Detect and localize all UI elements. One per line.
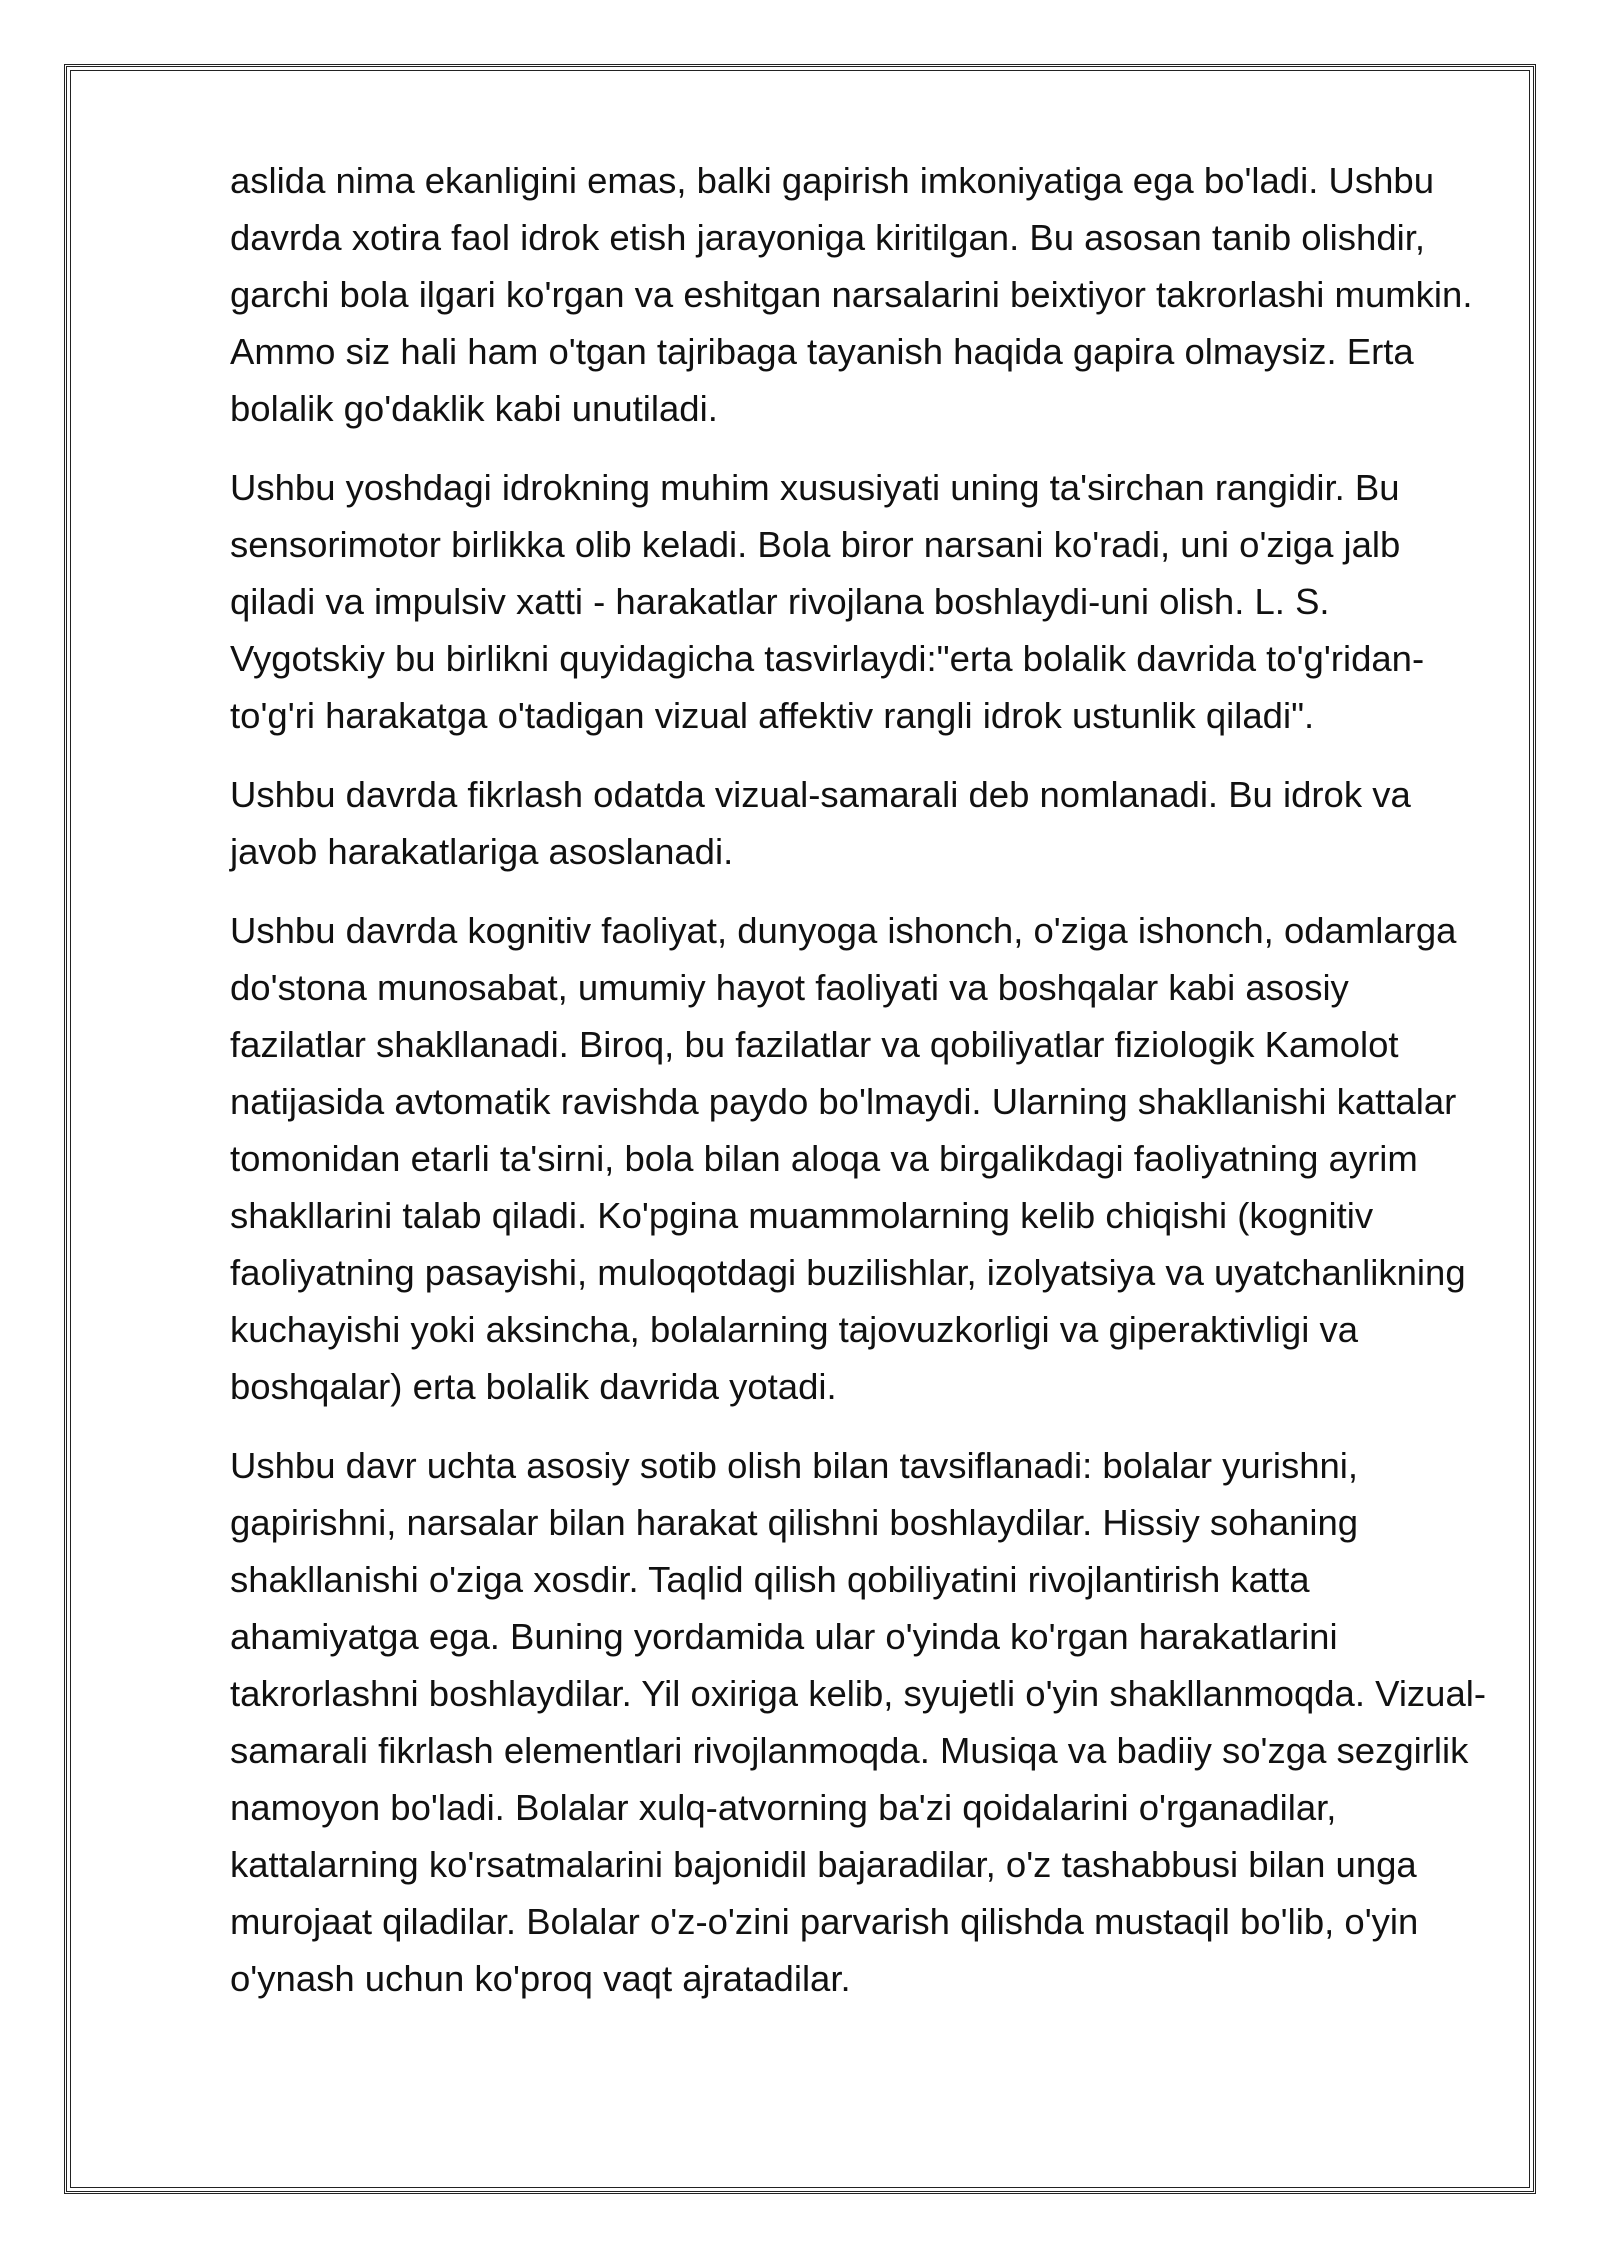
paragraph: Ushbu yoshdagi idrokning muhim xususiyati uning ta'sirchan rangidir. Bu sensorimotor birlikka olib keladi. Bola biror narsani ko'radi, uni o'ziga jalb qiladi va impulsiv xatti - harakatlar rivojlana boshlaydi-uni olish. L. S. Vygotskiy bu birlikni quyidagicha tasvirlaydi:"erta bolalik davrida to'g'ridan-to'g'ri harakatga o'tadigan vizual affektiv rangli idrok ustunlik qiladi".: [230, 467, 1425, 736]
paragraph: Ushbu davrda fikrlash odatda vizual-samarali deb nomlanadi. Bu idrok va javob harakatlariga asoslanadi.: [230, 774, 1411, 872]
document-body: [230, 152, 1490, 2029]
paragraph: Ushbu davrda kognitiv faoliyat, dunyoga ishonch, o'ziga ishonch, odamlarga do'stona munosabat, umumiy hayot faoliyati va boshqalar kabi asosiy fazilatlar shakllanadi. Biroq, bu fazilatlar va qobiliyatlar fiziologik Kamolot natijasida avtomatik ravishda paydo bo'lmaydi. Ularning shakllanishi kattalar tomonidan etarli ta'sirni, bola bilan aloqa va birgalikdagi faoliyatning ayrim shakllarini talab qiladi. Ko'pgina muammolarning kelib chiqishi (kognitiv faoliyatning pasayishi, muloqotdagi buzilishlar, izolyatsiya va uyatchanlikning kuchayishi yoki aksincha, bolalarning tajovuzkorligi va giperaktivligi va boshqalar) erta bolalik davrida yotadi.: [230, 910, 1466, 1407]
paragraph: aslida nima ekanligini emas, balki gapirish imkoniyatiga ega bo'ladi. Ushbu davrda xotira faol idrok etish jarayoniga kiritilgan. Bu asosan tanib olishdir, garchi bola ilgari ko'rgan va eshitgan narsalarini beixtiyor takrorlashi mumkin. Ammo siz hali ham o'tgan tajribaga tayanish haqida gapira olmaysiz. Erta bolalik go'daklik kabi unutiladi.: [230, 160, 1473, 429]
paragraph: Ushbu davr uchta asosiy sotib olish bilan tavsiflanadi: bolalar yurishni, gapirishni, narsalar bilan harakat qilishni boshlaydilar. Hissiy sohaning shakllanishi o'ziga xosdir. Taqlid qilish qobiliyatini rivojlantirish katta ahamiyatga ega. Buning yordamida ular o'yinda ko'rgan harakatlarini takrorlashni boshlaydilar. Yil oxiriga kelib, syujetli o'yin shakllanmoqda. Vizual-samarali fikrlash elementlari rivojlanmoqda. Musiqa va badiiy so'zga sezgirlik namoyon bo'ladi. Bolalar xulq-atvorning ba'zi qoidalarini o'rganadilar, kattalarning ko'rsatmalarini bajonidil bajaradilar, o'z tashabbusi bilan unga murojaat qiladilar. Bolalar o'z-o'zini parvarish qilishda mustaqil bo'lib, o'yin o'ynash uchun ko'proq vaqt ajratadilar.: [230, 1445, 1487, 1999]
